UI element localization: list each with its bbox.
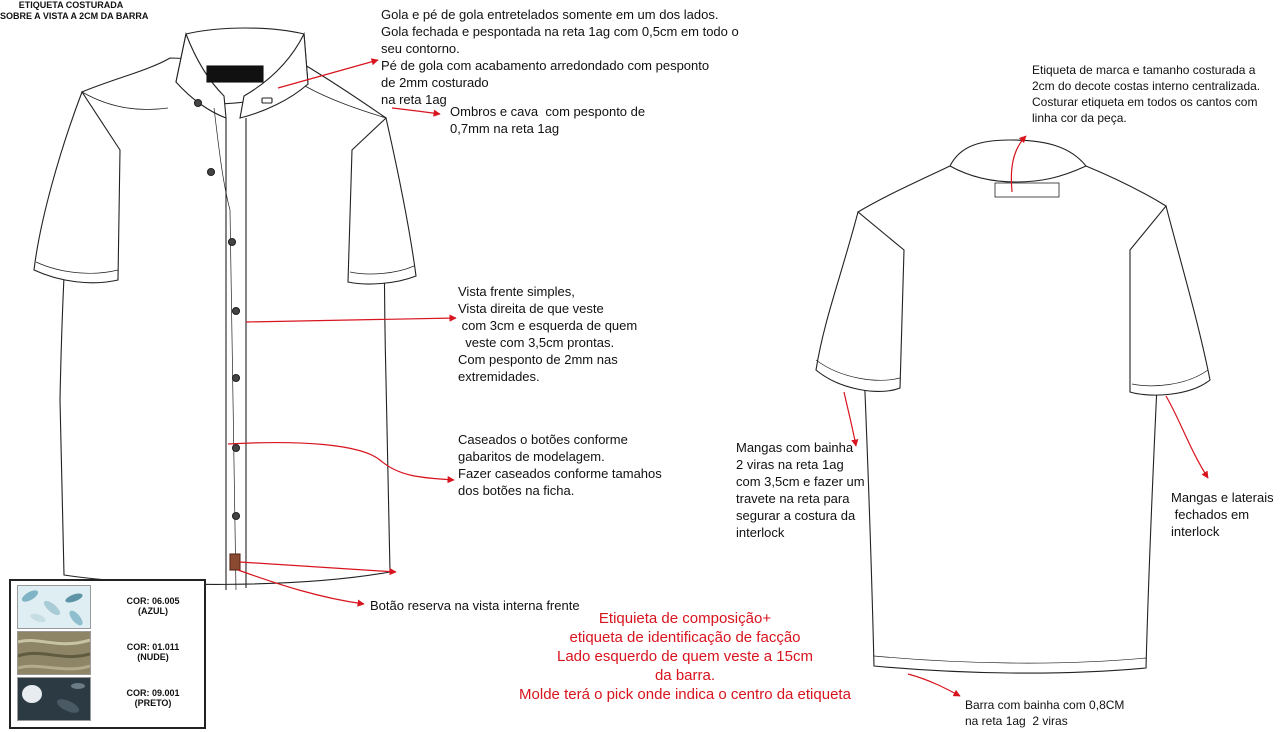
texture-pattern-icon xyxy=(18,632,90,674)
swatch-row-nude xyxy=(17,631,197,675)
swatch-row-azul xyxy=(17,585,197,629)
swatch-row-preto xyxy=(17,677,197,721)
swatch-image-preto xyxy=(17,677,91,721)
swatch-label-azul: COR: 06.005 (AZUL) xyxy=(126,596,180,616)
note-collar: Gola e pé de gola entretelados somente em um dos lados. Gola fechada e pespontada na reta 1ag com 0,5cm em todo o seu contorno. Pé de gola com acabamento arredondado com pesponto de 2mm costurado na reta 1ag xyxy=(381,7,739,107)
note-sewn-label: ETIQUETA COSTURADA SOBRE A VISTA A 2CM DA BARRA xyxy=(0,0,149,21)
note-hem: Barra com bainha com 0,8CM na reta 1ag 2 viras xyxy=(965,698,1125,728)
note-sleeves-hem: Mangas com bainha 2 viras na reta 1ag com 3,5cm e fazer um travete na reta para segurar a costura da interlock xyxy=(736,440,865,540)
dark-pattern-icon xyxy=(18,678,90,720)
swatch-label-nude: COR: 01.011 (NUDE) xyxy=(126,642,180,662)
shirt-front-drawing xyxy=(34,28,416,590)
note-brand-label: Etiqueta de marca e tamanho costurada a 2cm do decote costas interno centralizada. Costurar etiqueta em todos os cantos com linha cor da peça. xyxy=(1032,63,1261,125)
note-buttonholes: Caseados o botões conforme gabaritos de modelagem. Fazer caseados conforme tamahos dos botões na ficha. xyxy=(458,432,662,498)
color-swatch-panel xyxy=(9,579,206,729)
note-spare-button: Botão reserva na vista interna frente xyxy=(370,598,580,613)
swatch-image-azul xyxy=(17,585,91,629)
note-sleeves-sides: Mangas e laterais fechados em interlock xyxy=(1171,490,1274,539)
shirt-back-drawing xyxy=(816,140,1210,673)
swatch-label-preto: COR: 09.001 (PRETO) xyxy=(126,688,180,708)
note-placket: Vista frente simples, Vista direita de que veste com 3cm e esquerda de quem veste com 3,5cm prontas. Com pesponto de 2mm nas extremidades. xyxy=(458,284,638,384)
note-composition-label: Etiquieta de composição+ etiqueta de identificação de facção Lado esquerdo de quem veste a 15cm da barra. Molde terá o pick onde indica o centro da etiqueta xyxy=(519,610,851,703)
leaf-pattern-icon xyxy=(18,586,90,628)
note-shoulders: Ombros e cava com pesponto de 0,7mm na reta 1ag xyxy=(450,104,646,136)
swatch-image-nude xyxy=(17,631,91,675)
